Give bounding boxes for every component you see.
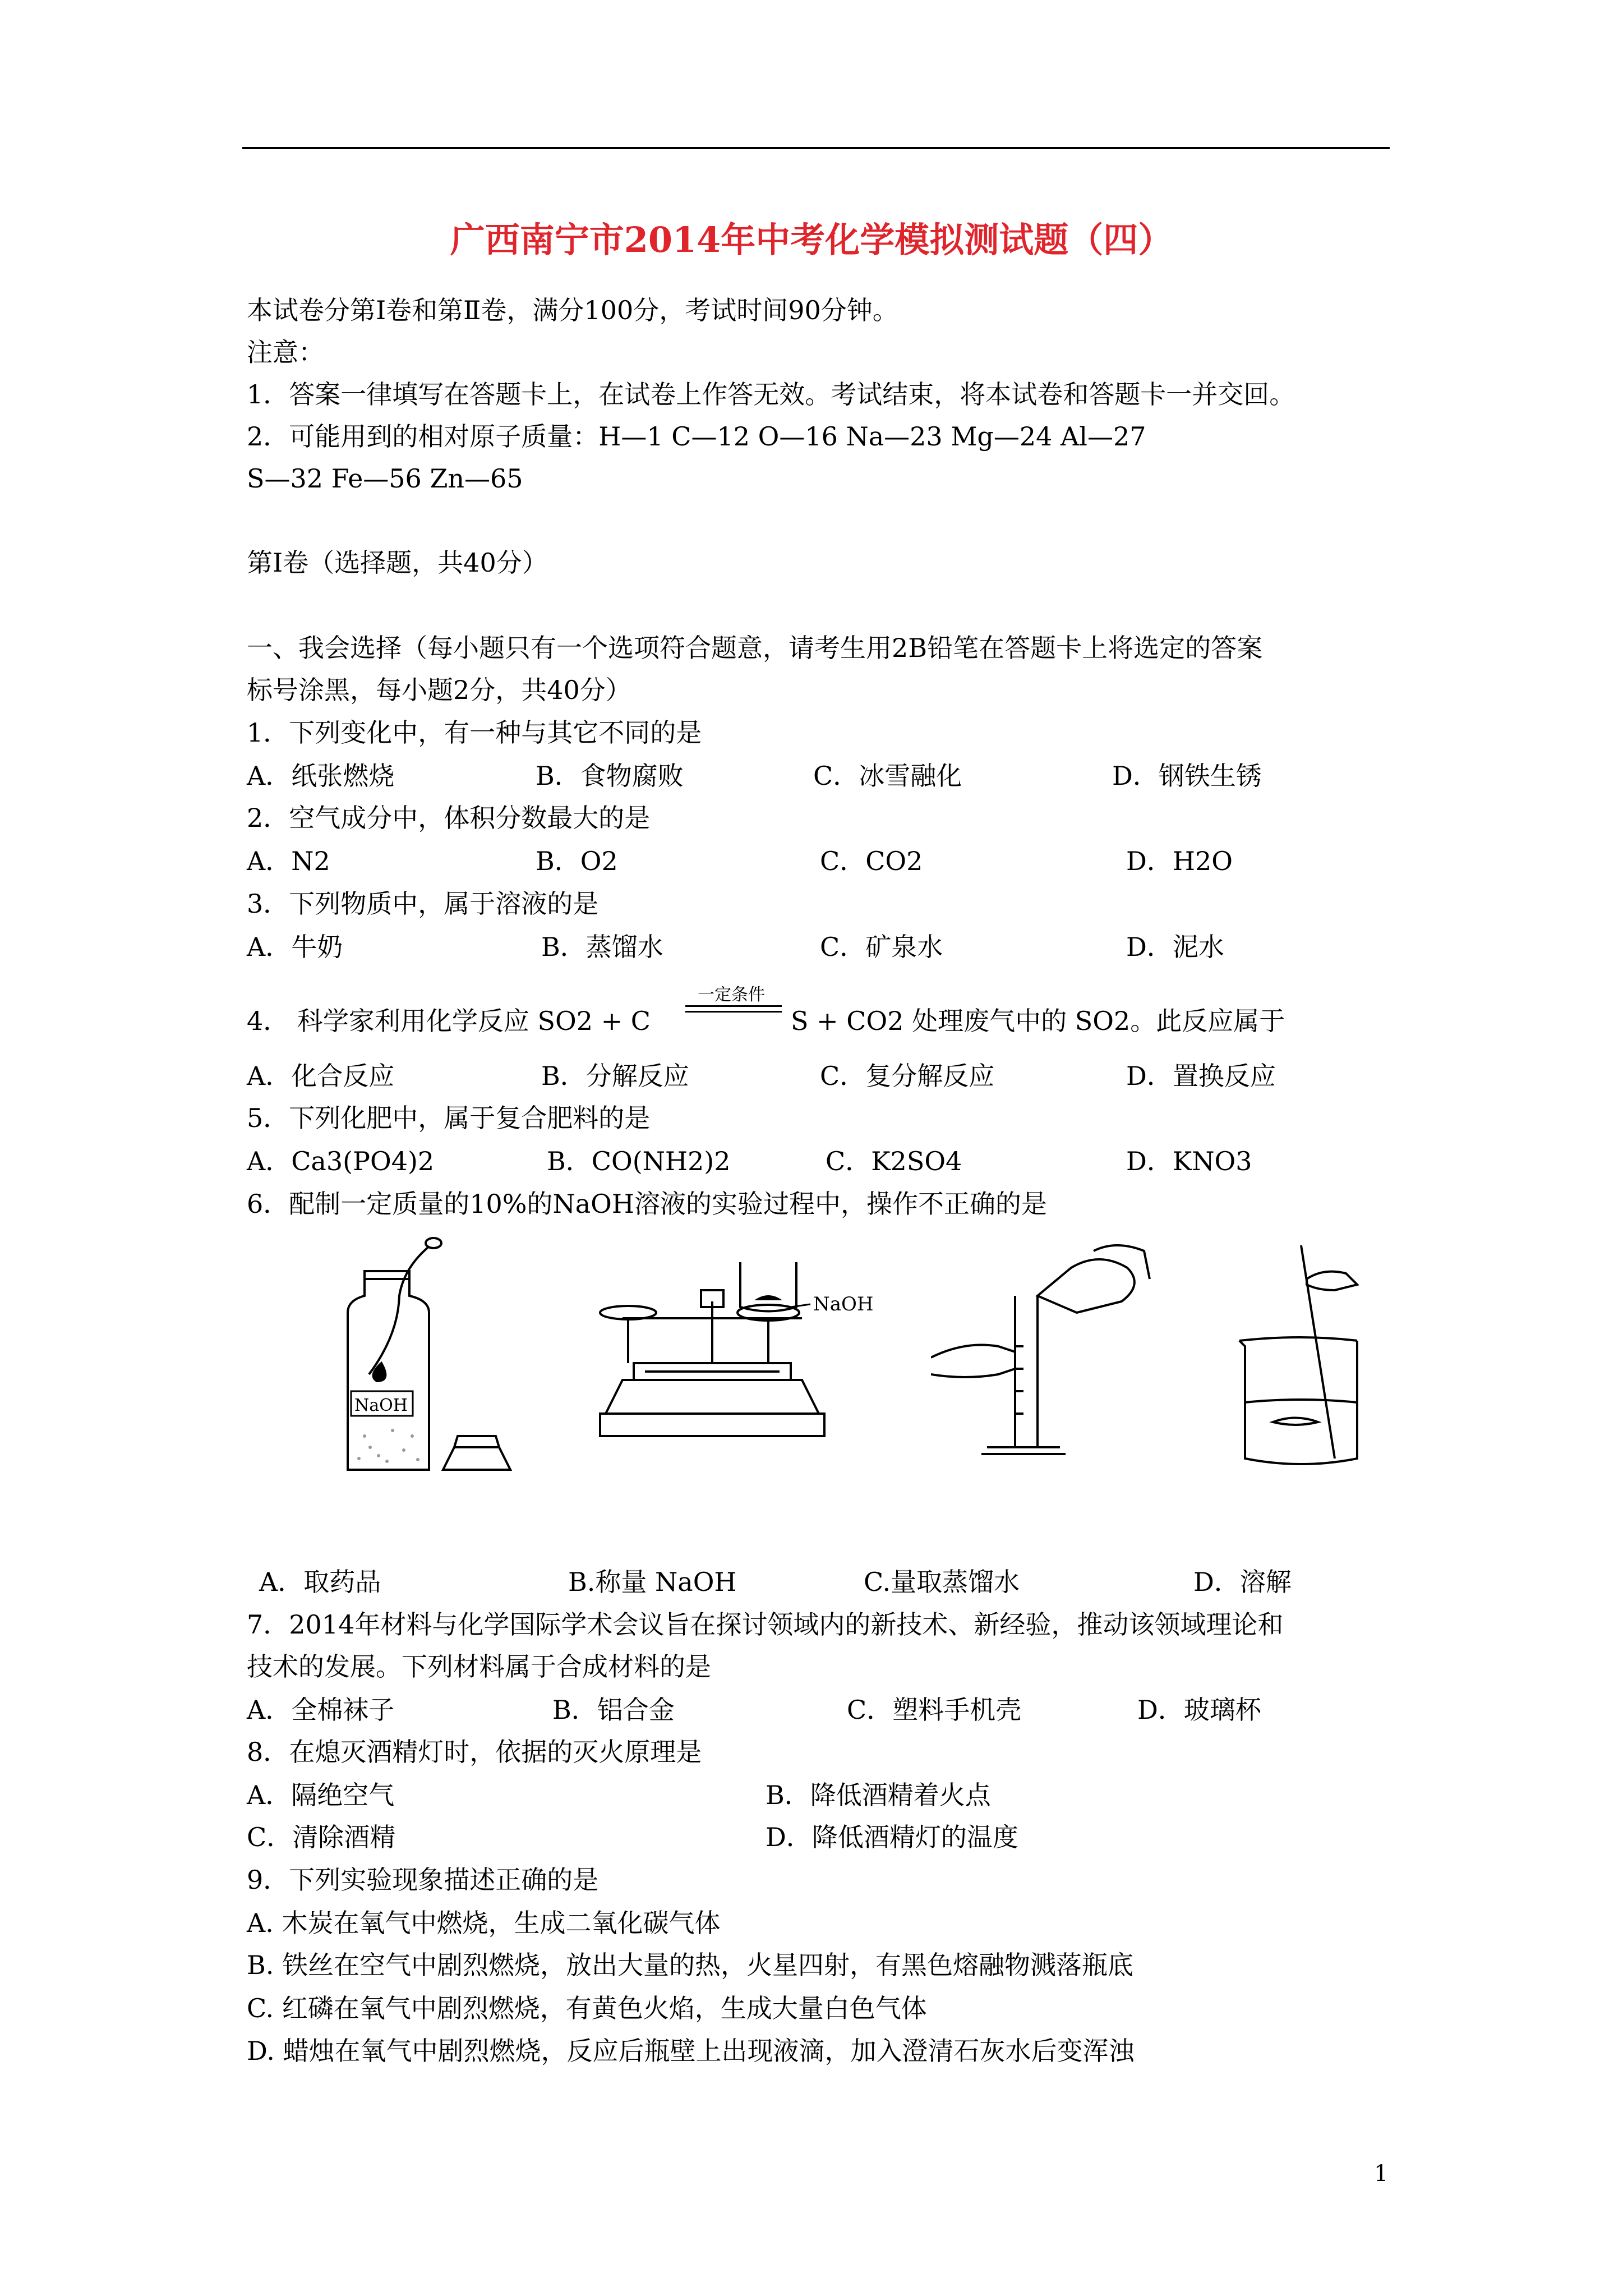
- exam-title: 广西南宁市2014年中考化学模拟测试题（四）: [450, 219, 1173, 260]
- q8-stem: 8．在熄灭酒精灯时，依据的灭火原理是: [247, 1737, 702, 1767]
- q9-stem: 9．下列实验现象描述正确的是: [247, 1865, 599, 1895]
- q1-option-a: A．纸张燃烧: [247, 761, 395, 791]
- figure-measure-water: [931, 1234, 1166, 1475]
- equals-bar-bottom: [685, 1011, 782, 1013]
- q6-option-b: B.称量 NaOH: [568, 1567, 737, 1597]
- q9-option-a: A. 木炭在氧气中燃烧，生成二氧化碳气体: [247, 1908, 721, 1938]
- q3-option-c: C．矿泉水: [820, 932, 943, 962]
- notice-2: 2．可能用到的相对原子质量：H—1 C—12 O—16 Na—23 Mg—24 Al—27: [247, 421, 1146, 452]
- notice-label: 注意：: [247, 337, 324, 367]
- equals-bar-top: [685, 1005, 782, 1007]
- q9-option-b: B. 铁丝在空气中剧烈燃烧，放出大量的热，火星四射，有黑色熔融物溅落瓶底: [247, 1950, 1134, 1980]
- q7-option-c: C．塑料手机壳: [847, 1695, 1022, 1725]
- q1-stem: 1．下列变化中，有一种与其它不同的是: [247, 717, 702, 748]
- intro-text: 本试卷分第Ⅰ卷和第Ⅱ卷，满分100分，考试时间90分钟。: [247, 295, 898, 325]
- q2-option-b: B．O2: [536, 846, 618, 876]
- q2-option-d: D．H2O: [1126, 846, 1233, 876]
- q3-option-a: A．牛奶: [247, 932, 343, 962]
- q5-option-a: A．Ca3(PO4)2: [247, 1146, 435, 1176]
- q6-stem: 6．配制一定质量的10%的NaOH溶液的实验过程中，操作不正确的是: [247, 1189, 1048, 1219]
- q9-option-d: D. 蜡烛在氧气中剧烈燃烧，反应后瓶壁上出现液滴，加入澄清石灰水后变浑浊: [247, 2036, 1135, 2066]
- header-rule: [242, 147, 1390, 149]
- q1-option-b: B．食物腐败: [536, 761, 684, 791]
- scale-label: NaOH: [813, 1293, 874, 1315]
- bottle-label: NaOH: [354, 1396, 408, 1415]
- q3-stem: 3．下列物质中，属于溶液的是: [247, 889, 599, 919]
- section1-instructions-cont: 标号涂黑，每小题2分，共40分）: [247, 675, 631, 705]
- q5-stem: 5．下列化肥中，属于复合肥料的是: [247, 1103, 651, 1133]
- q4-option-c: C．复分解反应: [820, 1061, 995, 1091]
- q8-option-b: B．降低酒精着火点: [766, 1780, 991, 1810]
- q3-option-b: B．蒸馏水: [541, 932, 663, 962]
- q9-option-c: C. 红磷在氧气中剧烈燃烧，有黄色火焰，生成大量白色气体: [247, 1993, 927, 2023]
- q4-stem-pre: 4． 科学家利用化学反应 SO2 + C: [247, 1006, 651, 1036]
- q2-option-a: A．N2: [247, 846, 330, 876]
- q7-option-a: A．全棉袜子: [247, 1695, 395, 1725]
- figure-dissolve: [1223, 1234, 1391, 1475]
- q8-option-c: C．清除酒精: [247, 1822, 396, 1852]
- q1-option-d: D．钢铁生锈: [1112, 761, 1262, 791]
- q5-option-b: B．CO(NH2)2: [547, 1146, 731, 1176]
- q8-option-d: D．降低酒精灯的温度: [766, 1822, 1018, 1852]
- q6-option-d: D．溶解: [1193, 1567, 1292, 1597]
- figure-take-reagent: [314, 1234, 538, 1475]
- q4-option-a: A．化合反应: [247, 1061, 395, 1091]
- q4-option-d: D．置换反应: [1126, 1061, 1276, 1091]
- page-number: 1: [1374, 2161, 1389, 2187]
- q6-option-a: A．取药品: [259, 1567, 381, 1597]
- q3-option-d: D．泥水: [1126, 932, 1224, 962]
- figure-weigh-naoh: [589, 1234, 914, 1447]
- notice-2-cont: S—32 Fe—56 Zn—65: [247, 463, 523, 494]
- part1-heading: 第Ⅰ卷（选择题，共40分）: [247, 547, 548, 578]
- q4-stem-post: S + CO2 处理废气中的 SO2。此反应属于: [791, 1006, 1285, 1036]
- q7-option-b: B．铝合金: [552, 1695, 675, 1725]
- q1-option-c: C．冰雪融化: [813, 761, 962, 791]
- q7-stem-cont: 技术的发展。下列材料属于合成材料的是: [247, 1651, 711, 1682]
- q7-option-d: D．玻璃杯: [1137, 1695, 1261, 1725]
- reaction-condition: 一定条件: [698, 985, 765, 1005]
- q5-option-c: C．K2SO4: [826, 1146, 962, 1176]
- notice-1: 1．答案一律填写在答题卡上，在试卷上作答无效。考试结束，将本试卷和答题卡一并交回。: [247, 379, 1295, 409]
- q5-option-d: D．KNO3: [1126, 1146, 1252, 1176]
- q2-stem: 2．空气成分中，体积分数最大的是: [247, 803, 651, 833]
- q7-stem: 7．2014年材料与化学国际学术会议旨在探讨领域内的新技术、新经验，推动该领域理论和: [247, 1609, 1284, 1640]
- q8-option-a: A．隔绝空气: [247, 1780, 395, 1810]
- q6-option-c: C.量取蒸馏水: [864, 1567, 1020, 1597]
- section1-instructions: 一、我会选择（每小题只有一个选项符合题意，请考生用2B铅笔在答题卡上将选定的答案: [247, 633, 1263, 663]
- q4-option-b: B．分解反应: [541, 1061, 689, 1091]
- q2-option-c: C．CO2: [820, 846, 923, 876]
